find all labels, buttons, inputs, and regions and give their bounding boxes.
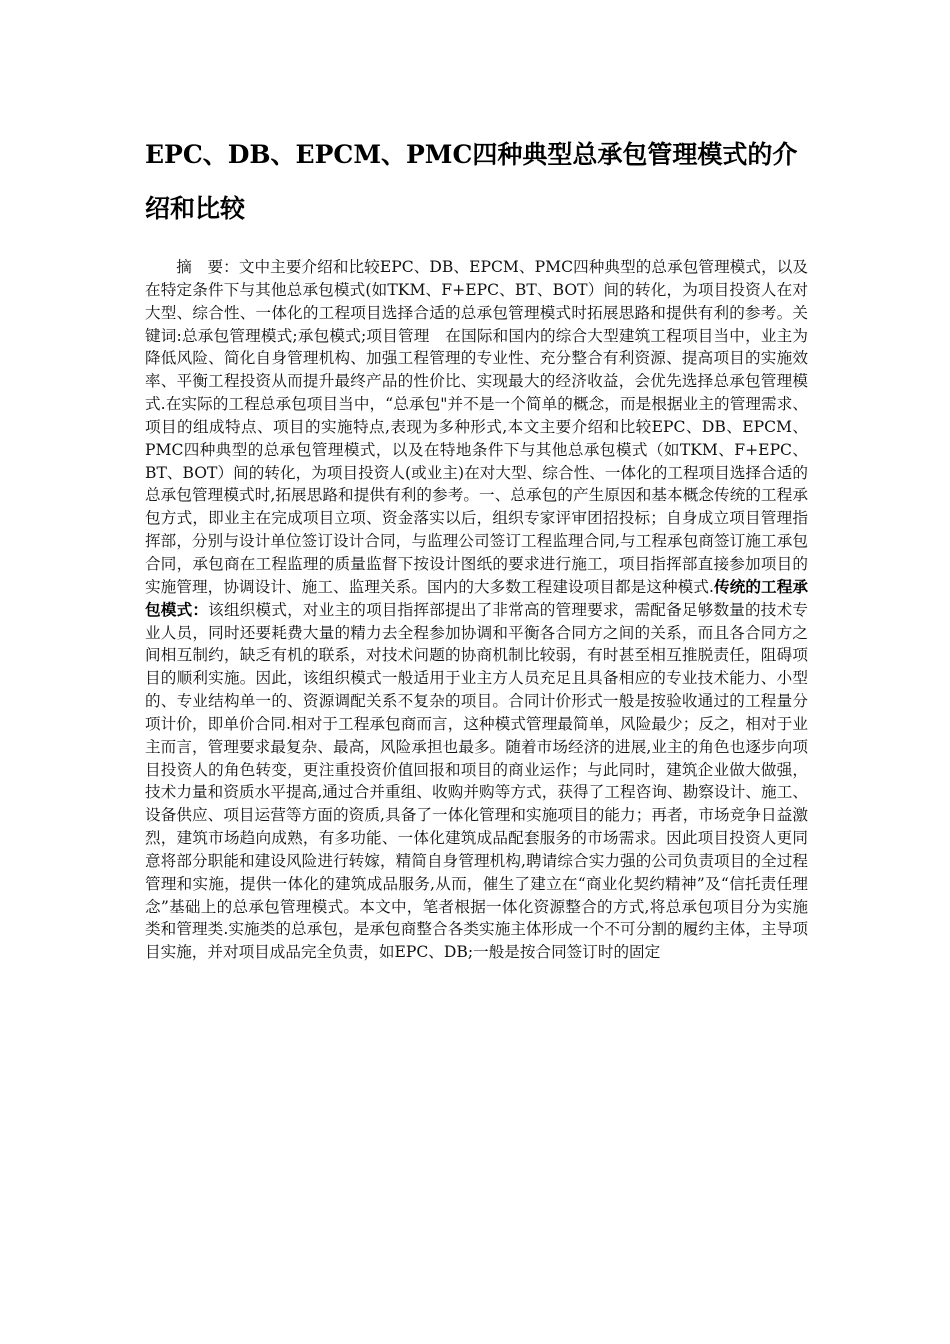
document-body	[145, 256, 808, 964]
document-title: EPC、DB、EPCM、PMC四种典型总承包管理模式的介绍和比较	[145, 140, 798, 223]
body-text-part-2: 该组织模式，对业主的项目指挥部提出了非常高的管理要求，需配备足够数量的技术专业人员，同时还要耗费大量的精力去全程参加协调和平衡各合同方之间的关系，而且各合同方之间相互制约，缺乏有机的联系，对技术问题的协商机制比较弱，有时甚至相互推脱责任，阻碍项目的顺利实施。因此，该组织模式一般适用于业主方人员充足且具备相应的专业技术能力、小型的、专业结构单一的、资源调配关系不复杂的项目。合同计价形式一般是按验收通过的工程量分项计价，即单价合同.相对于工程承包商而言，这种模式管理最简单，风险最少；反之，相对于业主而言，管理要求最复杂、最高，风险承担也最多。随着市场经济的进展,业主的角色也逐步向项目投资人的角色转变，更注重投资价值回报和项目的商业运作；与此同时，建筑企业做大做强，技术力量和资质水平提高,通过合并重组、收购并购等方式，获得了工程咨询、勘察设计、施工、设备供应、项目运营等方面的资质,具备了一体化管理和实施项目的能力；再者，市场竞争日益激烈，建筑市场趋向成熟，有多功能、一体化建筑成品配套服务的市场需求。因此项目投资人更同意将部分职能和建设风险进行转嫁，精简自身管理机构,聘请综合实力强的公司负责项目的全过程管理和实施，提供一体化的建筑成品服务,从而，催生了建立在“商业化契约精神”及“信托责任理念”基础上的总承包管理模式。本文中，笔者根据一体化资源整合的方式,将总承包项目分为实施类和管理类.实施类的总承包，是承包商整合各类实施主体形成一个不可分割的履约主体，主导项目实施，并对项目成品完全负责，如EPC、DB;一般是按合同签订时的固定	[145, 600, 808, 962]
body-text-part-1: 摘 要：文中主要介绍和比较EPC、DB、EPCM、PMC四种典型的总承包管理模式，以及在特定条件下与其他总承包模式(如TKM、F+EPC、BT、BOT）间的转化，为项目投资人在对大型、综合性、一体化的工程项目选择合适的总承包管理模式时拓展思路和提供有利的参考。关键词:总承包管理模式;承包模式;项目管理 在国际和国内的综合大型建筑工程项目当中，业主为降低风险、简化自身管理机构、加强工程管理的专业性、充分整合有利资源、提高项目的实施效率、平衡工程投资从而提升最终产品的性价比、实现最大的经济收益，会优先选择总承包管理模式.在实际的工程总承包项目当中，“总承包"并不是一个简单的概念，而是根据业主的管理需求、项目的组成特点、项目的实施特点,表现为多种形式,本文主要介绍和比较EPC、DB、EPCM、PMC四种典型的总承包管理模式，以及在特地条件下与其他总承包模式（如TKM、F+EPC、BT、BOT）间的转化，为项目投资人(或业主)在对大型、综合性、一体化的工程项目选择合适的总承包管理模式时,拓展思路和提供有利的参考。一、总承包的产生原因和基本概念传统的工程承包方式，即业主在完成项目立项、资金落实以后，组织专家评审团招投标；自身成立项目管理指挥部，分别与设计单位签订设计合同，与监理公司签订工程监理合同,与工程承包商签订施工承包合同，承包商在工程监理的质量监督下按设计图纸的要求进行施工，项目指挥部直接参加项目的实施管理，协调设计、施工、监理关系。国内的大多数工程建设项目都是这种模式.	[145, 258, 808, 596]
body-emphasis-heading: 传统的工程承包模式：	[145, 576, 808, 619]
